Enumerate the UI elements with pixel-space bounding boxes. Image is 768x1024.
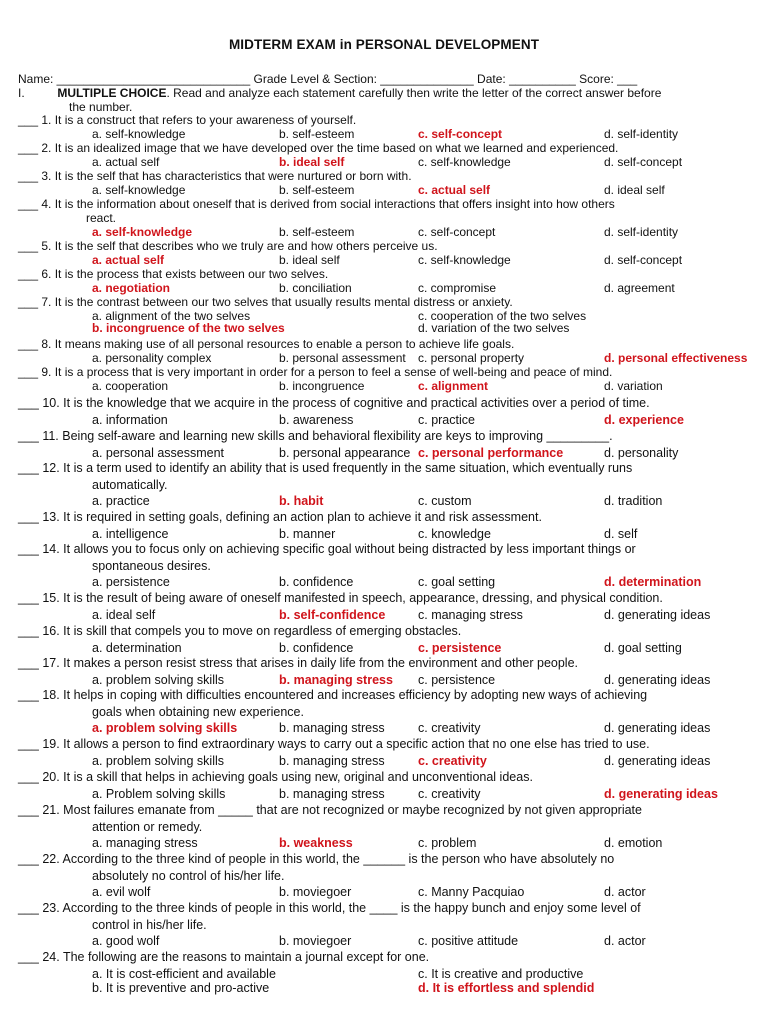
answer-choice: b. It is preventive and pro-active [92, 981, 270, 995]
answer-choice: d. personality [604, 445, 679, 460]
question-text: ___ 6. It is the process that exists between our two selves. [18, 267, 329, 281]
answer-choice: b. managing stress [279, 786, 385, 801]
question-text: ___ 15. It is the result of being aware of oneself manifested in speech, appearance, dressing, and physical condition. [18, 591, 663, 605]
answer-choice: b. manner [279, 526, 336, 541]
answer-choice: c. persistence [418, 672, 496, 687]
question-text: ___ 7. It is the contrast between our two selves that usually results mental distress or anxiety. [18, 295, 513, 309]
question-text: ___ 13. It is required in setting goals, defining an action plan to achieve it and risk assessment. [18, 510, 542, 524]
question-text: ___ 5. It is the self that describes who we truly are and how others perceive us. [18, 239, 438, 253]
section-instruction-continued: the number. [69, 100, 133, 114]
answer-choice: a. Problem solving skills [92, 786, 226, 801]
answer-choice: a. managing stress [92, 836, 198, 850]
question-text: ___ 10. It is the knowledge that we acquire in the process of cognitive and practical activities over a period of time. [18, 396, 650, 410]
answer-choice: a. self-knowledge [92, 127, 186, 141]
question-text: ___ 18. It helps in coping with difficulties encountered and increases efficiency by adopting new ways of achieving [18, 688, 648, 702]
answer-choice-marked: c. persistence [418, 640, 502, 655]
answer-choice-marked: a. self-knowledge [92, 225, 193, 239]
answer-choice: c. self-concept [418, 225, 496, 239]
answer-choice: d. generating ideas [604, 672, 711, 687]
question-text-continued: control in his/her life. [92, 917, 207, 932]
answer-choice: a. determination [92, 640, 182, 655]
answer-choice: b. self-esteem [279, 127, 355, 141]
answer-choice: b. managing stress [279, 753, 385, 768]
answer-choice: d. agreement [604, 281, 675, 295]
answer-choice: d. emotion [604, 836, 663, 850]
answer-choice: d. variation [604, 379, 663, 393]
answer-choice: d. ideal self [604, 183, 665, 197]
student-info-line: Name: _____________________________ Grade Level & Section: ______________ Date: __________ Score: ___ [18, 72, 638, 86]
answer-choice: b. incongruence [279, 379, 365, 393]
answer-choice: a. cooperation [92, 379, 169, 393]
answer-choice: c. It is creative and productive [418, 966, 584, 981]
answer-choice-marked: d. generating ideas [604, 786, 718, 801]
answer-choice-marked: b. self-confidence [279, 607, 386, 622]
answer-choice: a. good wolf [92, 934, 160, 948]
answer-choice-marked: c. self-concept [418, 127, 503, 141]
question-text: ___ 3. It is the self that has characteristics that were nurtured or born with. [18, 169, 412, 183]
answer-choice: d. generating ideas [604, 721, 711, 735]
answer-choice-marked: b. managing stress [279, 672, 393, 687]
answer-choice: d. self-concept [604, 253, 683, 267]
answer-choice: d. generating ideas [604, 753, 711, 768]
answer-choice-marked: b. ideal self [279, 155, 345, 169]
answer-choice: b. moviegoer [279, 934, 352, 948]
answer-choice: b. moviegoer [279, 885, 352, 899]
question-text: ___ 22. According to the three kind of people in this world, the ______ is the person who have absolutely no [18, 852, 615, 866]
answer-choice: a. evil wolf [92, 885, 151, 899]
section-heading: MULTIPLE CHOICE [57, 86, 167, 100]
answer-choice: d. actor [604, 885, 646, 899]
answer-choice: c. compromise [418, 281, 497, 295]
question-text: ___ 2. It is an idealized image that we have developed over the time based on what we learned and experienced. [18, 141, 619, 155]
answer-choice: c. positive attitude [418, 934, 519, 948]
answer-choice-marked: d. experience [604, 412, 684, 427]
answer-choice-marked: a. actual self [92, 253, 165, 267]
answer-choice-marked: d. It is effortless and splendid [418, 981, 595, 995]
section-heading-line [18, 86, 661, 100]
question-text-continued: absolutely no control of his/her life. [92, 868, 285, 883]
answer-choice: b. conciliation [279, 281, 352, 295]
answer-choice: b. managing stress [279, 721, 385, 735]
answer-choice: b. confidence [279, 575, 354, 589]
question-text: ___ 21. Most failures emanate from _____ that are not recognized or maybe recognized by not given appropriate [18, 803, 642, 817]
question-text-continued: attention or remedy. [92, 819, 203, 834]
answer-choice: d. generating ideas [604, 607, 711, 622]
answer-choice: a. practice [92, 494, 150, 508]
question-text: ___ 17. It makes a person resist stress that arises in daily life from the environment and other people. [18, 656, 579, 670]
answer-choice: c. practice [418, 412, 475, 427]
answer-choice: c. knowledge [418, 526, 491, 541]
answer-choice: d. variation of the two selves [418, 321, 570, 335]
answer-choice: b. awareness [279, 412, 354, 427]
answer-choice-marked: c. actual self [418, 183, 491, 197]
answer-choice: a. information [92, 412, 168, 427]
answer-choice: a. self-knowledge [92, 183, 186, 197]
answer-choice: c. managing stress [418, 607, 523, 622]
answer-choice: c. self-knowledge [418, 155, 511, 169]
answer-choice: c. cooperation of the two selves [418, 309, 587, 323]
question-text: ___ 14. It allows you to focus only on achieving specific goal without being distracted by less important things or [18, 542, 636, 556]
answer-choice: a. problem solving skills [92, 672, 224, 687]
answer-choice: a. ideal self [92, 607, 156, 622]
answer-choice: a. problem solving skills [92, 753, 224, 768]
answer-choice-marked: c. alignment [418, 379, 489, 393]
section-instruction: . Read and analyze each statement carefully then write the letter of the correct answer before [166, 86, 662, 100]
question-text: ___ 24. The following are the reasons to maintain a journal except for one. [18, 950, 430, 964]
answer-choice-marked: b. weakness [279, 836, 353, 850]
answer-choice: a. intelligence [92, 526, 169, 541]
answer-choice: b. self-esteem [279, 183, 355, 197]
question-text-continued: spontaneous desires. [92, 558, 211, 573]
question-text: ___ 1. It is a construct that refers to your awareness of yourself. [18, 113, 357, 127]
answer-choice: a. personal assessment [92, 445, 225, 460]
answer-choice-marked: a. problem solving skills [92, 721, 238, 735]
answer-choice: a. persistence [92, 575, 170, 589]
answer-choice: a. personality complex [92, 351, 212, 365]
answer-choice: c. problem [418, 836, 477, 850]
answer-choice: d. goal setting [604, 640, 682, 655]
question-text: ___ 11. Being self-aware and learning new skills and behavioral flexibility are keys to improving _________. [18, 429, 613, 443]
answer-choice: d. tradition [604, 494, 663, 508]
answer-choice: d. self-concept [604, 155, 683, 169]
answer-choice: c. custom [418, 494, 472, 508]
answer-choice: b. ideal self [279, 253, 340, 267]
answer-choice: d. self [604, 526, 638, 541]
answer-choice: b. self-esteem [279, 225, 355, 239]
answer-choice: d. self-identity [604, 225, 679, 239]
answer-choice-marked: b. habit [279, 494, 324, 508]
question-text: ___ 12. It is a term used to identify an ability that is used frequently in the same situation, which eventually runs [18, 461, 633, 475]
answer-choice: d. actor [604, 934, 646, 948]
answer-choice: c. goal setting [418, 575, 496, 589]
question-text-continued: goals when obtaining new experience. [92, 704, 304, 719]
question-text: ___ 20. It is a skill that helps in achieving goals using new, original and unconventional ideas. [18, 770, 533, 784]
question-text: ___ 8. It means making use of all personal resources to enable a person to achieve life goals. [18, 337, 515, 351]
section-numeral: I. [18, 86, 25, 100]
answer-choice-marked: d. personal effectiveness [604, 351, 748, 365]
answer-choice: b. personal assessment [279, 351, 406, 365]
question-text: ___ 9. It is a process that is very important in order for a person to feel a sense of well-being and peace of mind. [18, 365, 613, 379]
answer-choice: b. personal appearance [279, 445, 411, 460]
answer-choice-marked: c. creativity [418, 753, 487, 768]
answer-choice: a. It is cost-efficient and available [92, 966, 276, 981]
answer-choice-marked: c. personal performance [418, 445, 564, 460]
answer-choice-marked: d. determination [604, 575, 702, 589]
answer-choice-marked: b. incongruence of the two selves [92, 321, 285, 335]
question-text: ___ 19. It allows a person to find extraordinary ways to carry out a specific action that no one else has tried to use. [18, 737, 650, 751]
question-text: ___ 4. It is the information about oneself that is derived from social interactions that offers insight into how others [18, 197, 615, 211]
question-text: ___ 23. According to the three kinds of people in this world, the ____ is the happy bunch and enjoy some level of [18, 901, 641, 915]
answer-choice: b. confidence [279, 640, 354, 655]
answer-choice: c. Manny Pacquiao [418, 885, 525, 899]
answer-choice: a. alignment of the two selves [92, 309, 251, 323]
answer-choice: c. creativity [418, 786, 481, 801]
answer-choice: c. creativity [418, 721, 481, 735]
question-text: ___ 16. It is skill that compels you to move on regardless of emerging obstacles. [18, 624, 462, 638]
answer-choice: c. self-knowledge [418, 253, 511, 267]
answer-choice: a. actual self [92, 155, 160, 169]
page-title: MIDTERM EXAM in PERSONAL DEVELOPMENT [228, 37, 540, 52]
answer-choice-marked: a. negotiation [92, 281, 170, 295]
question-text-continued: react. [86, 211, 117, 225]
answer-choice: d. self-identity [604, 127, 679, 141]
question-text-continued: automatically. [92, 477, 168, 492]
answer-choice: c. personal property [418, 351, 525, 365]
